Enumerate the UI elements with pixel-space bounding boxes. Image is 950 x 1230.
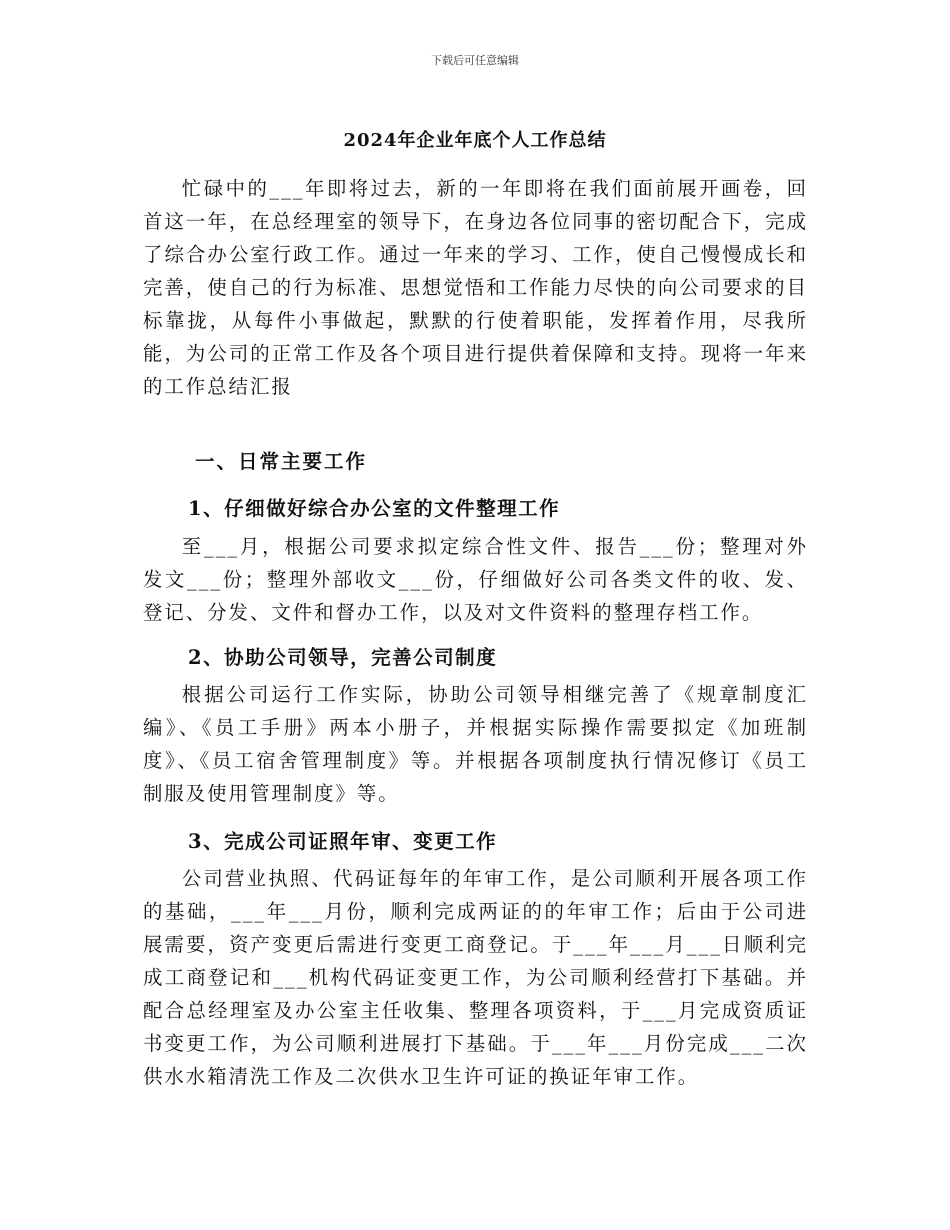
item-paragraph-3: 公司营业执照、代码证每年的年审工作，是公司顺利开展各项工作的基础，___年___月份，顺利完成两证的的年审工作；后由于公司进展需要，资产变更后需进行变更工商登记。于___年___月___日顺利完成工商登记和___机构代码证变更工作，为公司顺利经营打下基础。并配合总经理室及办公室主任收集、整理各项资料，于___月完成资质证书变更工作，为公司顺利进展打下基础。于___年___月份完成___二次供水水箱清洗工作及二次供水卫生许可证的换证年审工作。 xyxy=(143,867,808,1088)
item-paragraph-2: 根据公司运行工作实际，协助公司领导相继完善了《规章制度汇编》、《员工手册》两本小册子，并根据实际操作需要拟定《加班制度》、《员工宿舍管理制度》等。并根据各项制度执行情况修订《员工制服及使用管理制度》等。 xyxy=(143,683,808,805)
item-heading-2: 2、协助公司领导，完善公司制度 xyxy=(188,646,498,669)
document-title: 2024年企业年底个人工作总结 xyxy=(343,130,607,151)
intro-paragraph-block xyxy=(143,172,808,403)
item-heading-1: 1、仔细做好综合办公室的文件整理工作 xyxy=(188,497,561,520)
item-body-block-1 xyxy=(143,530,808,629)
item-paragraph-1: 至___月，根据公司要求拟定综合性文件、报告___份；整理对外发文___份；整理外部收文___份，仔细做好公司各类文件的收、发、登记、分发、文件和督办工作，以及对文件资料的整理存档工作。 xyxy=(143,535,808,624)
item-body-block-3 xyxy=(143,862,808,1093)
section-heading: 一、日常主要工作 xyxy=(195,450,368,473)
page-header: 下载后可任意编辑 xyxy=(431,54,519,67)
item-body-block-2 xyxy=(143,678,808,810)
item-heading-3: 3、完成公司证照年审、变更工作 xyxy=(188,830,498,853)
intro-paragraph: 忙碌中的___年即将过去，新的一年即将在我们面前展开画卷，回首这一年，在总经理室的领导下，在身边各位同事的密切配合下，完成了综合办公室行政工作。通过一年来的学习、工作，使自己慢慢成长和完善，使自己的行为标准、思想觉悟和工作能力尽快的向公司要求的目标靠拢，从每件小事做起，默默的行使着职能，发挥着作用，尽我所能，为公司的正常工作及各个项目进行提供着保障和支持。现将一年来的工作总结汇报 xyxy=(143,177,808,398)
